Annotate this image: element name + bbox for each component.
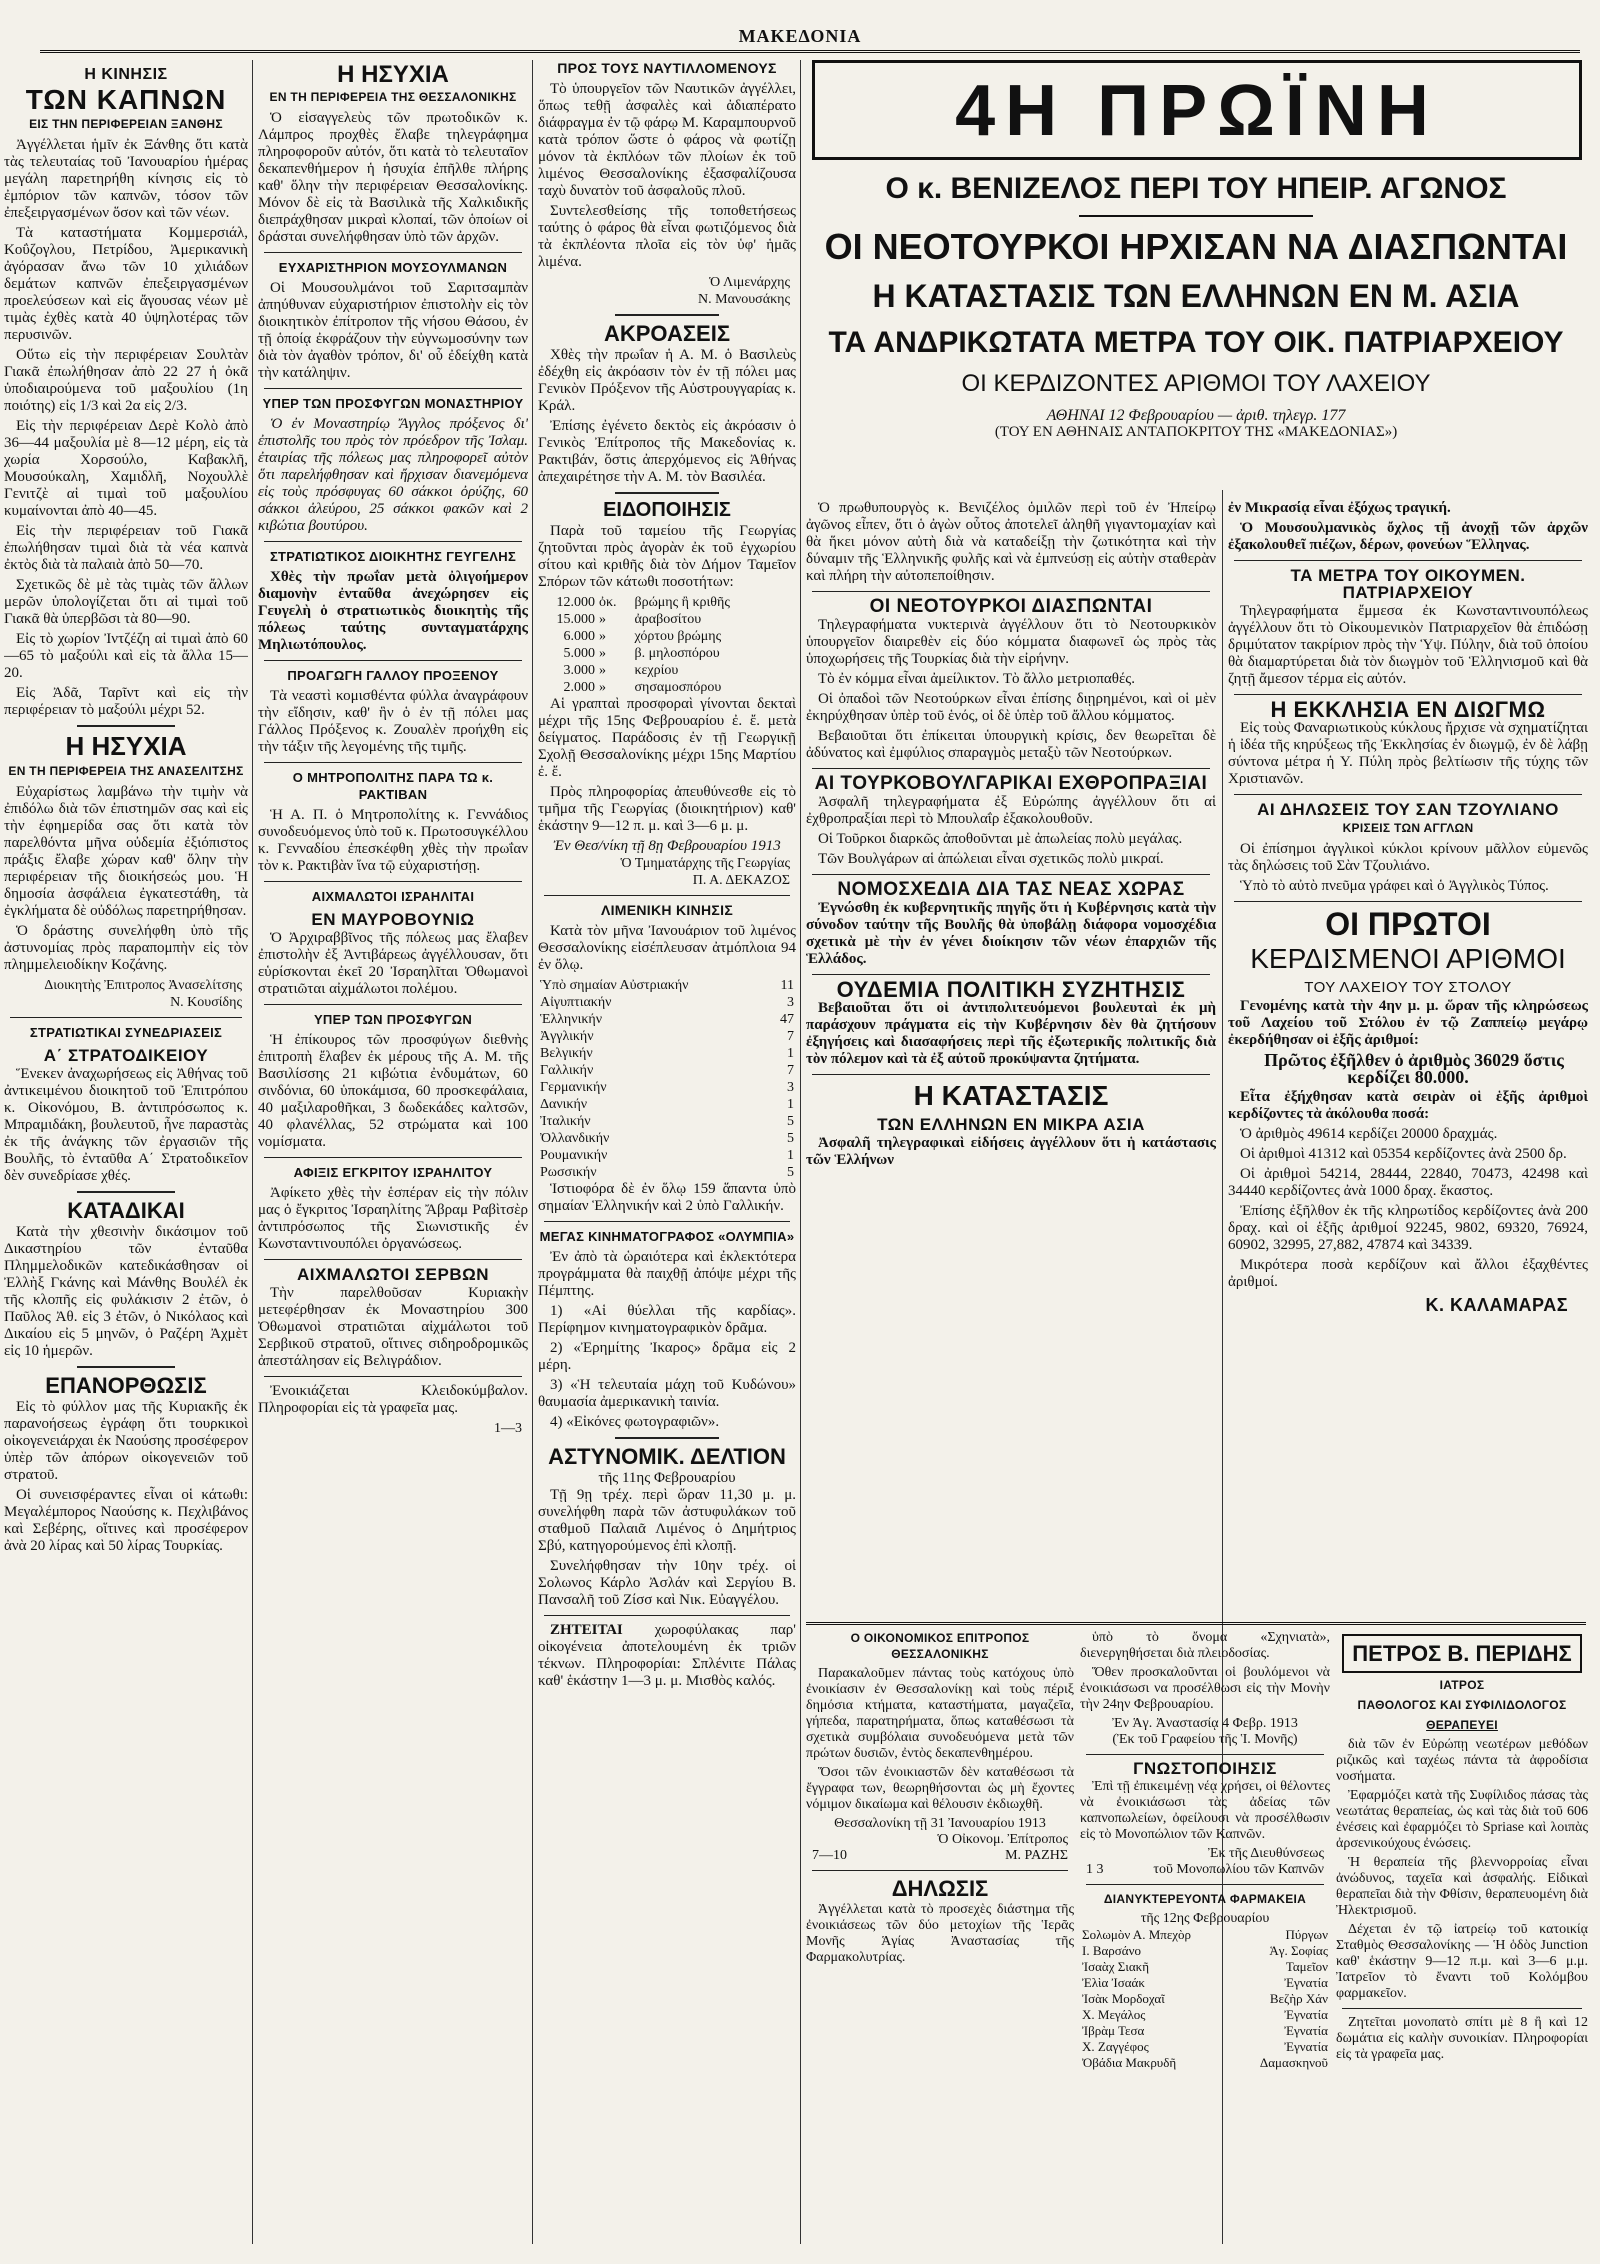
separator [264, 1259, 522, 1260]
table-row: Ἰσαὰχ Σιακῆ Ταμεῖον [1082, 1959, 1328, 1974]
headline-naftillomenous: ΠΡΟΣ ΤΟΥΣ ΝΑΥΤΙΛΛΟΜΕΝΟΥΣ [557, 60, 777, 76]
subheadline-thessaloniki: ΕΝ ΤΗ ΠΕΡΙΦΕΡΕΙΑ ΤΗΣ ΘΕΣΣΑΛΟΝΙΚΗΣ [269, 90, 517, 105]
notice-paragraph: Ὅσοι τῶν ἐνοικιαστῶν δὲν καταθέσωσι τὰ ἔγγραφα των, θεωρηθήσονται ὡς μὴ ἔχοντες νόμιμον δικαίωμα καὶ θέλουσιν ἐκδιωχθῆ. [806, 1765, 1074, 1812]
article-paragraph: Πρὸς πληροφορίας ἀπευθύνεσθε εἰς τὸ τμῆμα τῆς Γεωργίας (διοικητήριον) καθ' ἑκάστην 9—12 π. μ. καὶ 3—6 μ. μ. [538, 784, 796, 835]
table-row: Ὀλλανδικήν 5 [540, 1131, 794, 1147]
table-row: Ἑλληνικήν 47 [540, 1012, 794, 1028]
table-row: Χ. Μεγάλος Ἐγνατία [1082, 2007, 1328, 2022]
dateline: ΑΘΗΝΑΙ 12 Φεβρουαρίου — ἀριθ. τηλεγρ. 177 [1046, 407, 1346, 425]
column-2 [258, 60, 528, 2250]
separator [615, 314, 718, 316]
article-paragraph: Βεβαιοῦται ὅτι οἱ ἀντιπολιτευόμενοι βουλευταὶ ἐκ μὴ παράσχουν πράγματα εἰς τὴν Κυβέρνησιν δὲν θὰ ζητήσουν ἐξηγήσεις καὶ διασαφήσεις περὶ τῆς ἐξωτερικῆς πολιτικῆς διὰ τὸν πόλεμον καὶ τὰ ἐξ αὐτοῦ προκύψαντα ζητήματα. [806, 1000, 1216, 1067]
signature-title: Διοικητὴς Ἐπιτροπος Ἀνασελίτσης [44, 977, 242, 993]
table-row: 3.000 » κεχρίου [563, 663, 679, 679]
program-item: 2) «Ἐρημίτης Ἰκαρος» δρᾶμα εἰς 2 μέρη. [538, 1340, 796, 1374]
section-rule [806, 1622, 1586, 1625]
masthead-rule [40, 50, 1580, 53]
separator [615, 1437, 718, 1439]
banner-title: 4Η ΠΡΩΪΝΗ [955, 71, 1439, 151]
correspondent-line: (ΤΟΥ ΕΝ ΑΘΗΝΑΙΣ ΑΝΤΑΠΟΚΡΙΤΟΥ ΤΗΣ «ΜΑΚΕΔΟΝΙΑΣ») [994, 424, 1398, 441]
classified-ad [538, 1622, 796, 1690]
separator [1086, 1884, 1324, 1885]
notice-paragraph: Ὅθεν προσκαλοῦνται οἱ βουλόμενοι νὰ ἐνοικιάσωσι να προσέλθωσι εἰς τὴν Μονὴν τὴν 24ην Φεβρουαρίου. [1080, 1665, 1330, 1712]
notice-monastery [1080, 1630, 1330, 2250]
table-row: Ρωσσικήν 5 [540, 1165, 794, 1181]
ad-paragraph: Ἡ θεραπεία τῆς βλεννορροίας εἶναι ἀνώδυνος, ταχεῖα καὶ ἀσφαλής. Εἰδικαὶ θεραπεῖαι διὰ τὴν Φθίσιν, θεραπευομένη διὰ Ἠλεκτρισμοῦ. [1336, 1855, 1588, 1919]
table-row: Ἰσὰκ Μορδοχαῖ Βεζὴρ Χάν [1082, 1991, 1328, 2006]
headline-katastasis-ellinon: Η ΚΑΤΑΣΤΑΣΙΣ [913, 1080, 1109, 1111]
lead-headline-lacheio: ΟΙ ΚΕΡΔΙΖΟΝΤΕΣ ΑΡΙΘΜΟΙ ΤΟΥ ΛΑΧΕΙΟΥ [961, 369, 1431, 397]
headline-katadikai: ΚΑΤΑΔΙΚΑΙ [67, 1197, 185, 1223]
notice-oikonomikos [806, 1630, 1074, 2250]
pharmacy-table [1080, 1927, 1330, 2071]
table-row: Ἰταλικήν 5 [540, 1114, 794, 1130]
notice-paragraph: Ἀγγέλλεται κατὰ τὸ προσεχὲς διάστημα τῆς ἐνοικιάσεως τῶν δύο μετοχίων τῆς Ἱερᾶς Μονῆς Ἁγίας Ἀναστασίας τῆς Φαρμακολυτρίας. [806, 1902, 1074, 1966]
signature-name: Μ. ΡΑΖΗΣ [1005, 1848, 1068, 1863]
table-row: Γερμανικήν 3 [540, 1080, 794, 1096]
separator [264, 1157, 522, 1158]
separator [1342, 2008, 1582, 2009]
notice-paragraph: ὑπὸ τὸ ὄνομα «Σχηνιατὰ», διενεργηθήσεται διὰ πλειοδοσίας. [1080, 1630, 1330, 1661]
article-paragraph: Τῶν Βουλγάρων αἱ ἀπώλειαι εἶναι σχετικῶς πολὺ μικραί. [818, 851, 1164, 867]
article-paragraph: Ἡ ἐπίκουρος τῶν προσφύγων διεθνὴς ἐπιτροπὴ ἔλαβεν ἐκ μέρους τῆς Α. Μ. τῆς Βασιλίσσης 21 κιβώτια ἐνδυμάτων, 60 σινδόνια, 60 ὑποκάμισα, 60 προσκεφάλαια, 40 μαξιλαροθῆκαι, 3 δωδεκάδες καλτσῶν, 40 φλανέλλας, 52 στρώματα καὶ 100 νομίσματα. [258, 1032, 528, 1151]
table-row: 6.000 » χόρτου βρώμης [563, 629, 722, 645]
column-rule [800, 60, 801, 2244]
separator [1234, 901, 1582, 902]
signature-title: Ἐκ τῆς Διευθύνσεως [1208, 1846, 1324, 1861]
separator [264, 388, 522, 389]
table-row: Ἰβρὰμ Τεσα Ἐγνατία [1082, 2023, 1328, 2038]
headline-proagogi: ΠΡΟΑΓΩΓΗ ΓΑΛΛΟΥ ΠΡΟΞΕΝΟΥ [287, 668, 499, 684]
signature-name: τοῦ Μονοπωλίου τῶν Καπνῶν [1153, 1862, 1324, 1877]
article-paragraph: ἐν Μικρασίᾳ εἶναι ἐξόχως τραγική. [1228, 500, 1451, 516]
separator [264, 762, 522, 763]
article-paragraph: Ἀσφαλῆ τηλεγραφικαὶ εἰδήσεις ἀγγέλλουν ὅτι ἡ κατάστασις τῶν Ἑλλήνων [806, 1135, 1216, 1169]
dateline: Ἐν Θεσ/νίκη τῇ 8ῃ Φεβρουαρίου 1913 [553, 838, 781, 855]
ad-paragraph: Δέχεται ἐν τῷ ἰατρείῳ τοῦ κατοικίᾳ Σταθμὸς Θεσσαλονίκης — Ἡ ὁδὸς Junction καθ' ἑκάστην 9—12 π.μ. καὶ 3—6 μ.μ. Ἰατρεῖον τὸ ἔναντι τοῦ Κολόμβου φαρμακεῖον. [1336, 1922, 1588, 2002]
article-paragraph: Εἰς τὴν περιφέρειαν Δερὲ Κολὸ ἀπὸ 36—44 μαξουλία μὲ 8—12 μέρη, εἰς τὰ χωρία Χορσούλο, Καβακλῆ, Μουσούκαλη, Χαμιδλῆ, Νοχουλλὲ Γενιτζὲ αἱ τιμαὶ τοῦ μαξουλίου κυμαίνονται ἀπὸ 40—45. [4, 418, 248, 520]
ships-table [538, 977, 796, 1181]
headline-nomoschedia: ΝΟΜΟΣΧΕΔΙΑ ΔΙΑ ΤΑΣ ΝΕΑΣ ΧΩΡΑΣ [837, 879, 1185, 900]
doctor-therapy: ΘΕΡΑΠΕΥΕΙ [1426, 1718, 1498, 1733]
headline-mitropolitis: Ο ΜΗΤΡΟΠΟΛΙΤΗΣ ΠΑΡΑ ΤΩ κ. ΡΑΚΤΙΒΑΝ [292, 770, 494, 803]
lead-headline-venizelos: Ο κ. ΒΕΝΙΖΕΛΟΣ ΠΕΡΙ ΤΟΥ ΗΠΕΙΡ. ΑΓΩΝΟΣ [885, 172, 1507, 205]
headline-dilosis: ΔΗΛΩΣΙΣ [891, 1876, 989, 1901]
signature-row [806, 1848, 1074, 1864]
headline-limeniki: ΛΙΜΕΝΙΚΗ ΚΙΝΗΣΙΣ [600, 902, 734, 919]
article-paragraph: Σχετικῶς δὲ μὲ τὰς τιμὰς τῶν ἄλλων μερῶν ὑπολογίζεται ὅτι αἱ τιμαὶ τοῦ Γιακᾶ θὰ ὑπερβῶσι τὰ 80—90. [4, 577, 248, 628]
headline-mavrovounio: ΕΝ ΜΑΥΡΟΒΟΥΝΙΩ [311, 910, 475, 930]
subheadline-date: τῆς 12ης Φεβρουαρίου [1140, 1911, 1270, 1926]
article-paragraph: Συντελεσθείσης τῆς τοποθετήσεως ταύτης ὁ φάρος θὰ εἶναι φωτιζόμενος διὰ τὰ ἐκπλέοντα πλοῖα εἰς τὸν ὑφ' ἡμᾶς λιμένα. [538, 203, 796, 270]
article-paragraph: Ὁ Ἀρχιραββῖνος τῆς πόλεως μας ἔλαβεν ἐπιστολὴν ἐξ Ἀντιβάρεως ἀγγέλλουσαν, ὅτι εὑρίσκονται ἐκεῖ 20 Ἰσραηλῖται Ὀθωμανοὶ στρατιῶται αἰχμάλωτοι πολέμου. [258, 930, 528, 998]
headline-akroaseis: ΑΚΡΟΑΣΕΙΣ [603, 321, 731, 346]
separator [77, 1191, 175, 1193]
notice-paragraph: Παρακαλοῦμεν πάντας τοὺς κατόχους ὑπὸ ἐνοικίασιν ἐν Θεσσαλονίκῃ καὶ τοὺς πέριξ δημόσια κτήματα, καταστήματα, μαγαζεῖα, γήπεδα, παρατηρήματα, ὅπως καταθέσωσι τὰ σχετικὰ συμβόλαια συνοδευόμενα μετὰ τῶν πρώτων δυσιῶν, ἐντὸς δεκαπενθημέρου. [806, 1666, 1074, 1761]
ad-paragraph: διὰ τῶν ἐν Εὐρώπῃ νεωτέρων μεθόδων ριζικῶς καὶ ταχέως πάντα τὰ ἀφροδίσια νοσήματα. [1336, 1737, 1588, 1785]
headline-olympia: ΜΕΓΑΣ ΚΙΝΗΜΑΤΟΓΡΑΦΟΣ «ΟΛΥΜΠΙΑ» [539, 1229, 795, 1245]
article-paragraph: Εἶτα ἐξήχθησαν κατὰ σειρὰν οἱ ἑξῆς ἀριθμοὶ κερδίζοντες τὰ ἀκόλουθα ποσά: [1228, 1088, 1588, 1122]
subheadline-xanthi: ΕΙΣ ΤΗΝ ΠΕΡΙΦΕΡΕΙΑΝ ΞΑΝΘΗΣ [29, 117, 223, 132]
separator [1086, 1754, 1324, 1755]
article-paragraph: Οἱ ἐπίσημοι ἀγγλικοὶ κύκλοι κρίνουν μᾶλλον εὐμενῶς τὰς δηλώσεις τοῦ Σὰν Τζουλιάνο. [1228, 841, 1588, 874]
signature-name: Ν. Κουσίδης [170, 994, 242, 1010]
table-row: Σολωμὸν Α. Μπεχὸρ Πύργων [1082, 1927, 1328, 1942]
article-paragraph: Ἀσφαλῆ τηλεγραφήματα ἐξ Εὐρώπης ἀγγέλλουν ὅτι αἱ ἐχθροπραξίαι περὶ τὸ Μπουλαΐρ ἐξακολουθοῦν. [806, 794, 1216, 827]
signature-title: Ὁ Λιμενάρχης [709, 275, 790, 290]
separator [1234, 694, 1582, 695]
lead-headline-patriarcheio: ΤΑ ΑΝΔΡΙΚΩΤΑΤΑ ΜΕΤΡΑ ΤΟΥ ΟΙΚ. ΠΑΤΡΙΑΡΧΕΙΟΥ [828, 325, 1564, 359]
lead-headline-katastasis: Η ΚΑΤΑΣΤΑΣΙΣ ΤΩΝ ΕΛΛΗΝΩΝ ΕΝ Μ. ΑΣΙΑ [872, 277, 1520, 314]
table-row: Γαλλικήν 7 [540, 1063, 794, 1079]
table-row: Χ. Ζαγγέφος Ἐγνατία [1082, 2039, 1328, 2054]
headline-eucharistirion: ΕΥΧΑΡΙΣΤΗΡΙΟΝ ΜΟΥΣΟΥΛΜΑΝΩΝ [278, 260, 508, 276]
headline-echthropraxiai: ΑΙ ΤΟΥΡΚΟΒΟΥΛΓΑΡΙΚΑΙ ΕΧΘΡΟΠΡΑΞΙΑΙ [814, 773, 1208, 794]
headline-isychia-anaselitsa: Η ΗΣΥΧΙΑ [65, 731, 187, 762]
lottery-line: Ὁ ἀριθμὸς 49614 κερδίζει 20000 δραχμάς. [1240, 1125, 1498, 1142]
separator [812, 768, 1210, 769]
separator [1079, 215, 1313, 217]
classified-ad: Ἐνοικιάζεται Κλειδοκύμβαλον. Πληροφορίαι εἰς τὰ γραφεῖα μας. [258, 1383, 528, 1417]
table-row: 2.000 » σησαμοσπόρου [563, 680, 722, 696]
separator [812, 1870, 1068, 1871]
article-paragraph: Ὁ εἰσαγγελεὺς τῶν πρωτοδικῶν κ. Λάμπρος προχθὲς ἔλαβε τηλεγράφημα πληροφοροῦν αὐτόν, ὅτι κατὰ τὸ τελευταῖον δεκαπενθήμερον ἡ ἡσυχία ἐπῆλθε πλήρης καθ' ὅλην τὴν περιφέρειαν Θεσσαλονίκης. Μόνον δὲ εἰς τὰ Βασιλικὰ τῆς Χαλκιδικῆς διεπράχθησαν μικραὶ κλοπαί, τῶν ὁποίων οἱ δράσται συνελήφθησαν ὑπὸ τῶν ἀρχῶν. [258, 110, 528, 246]
notice-date: Θεσσαλονίκη τῇ 31 Ἰανουαρίου 1913 [834, 1816, 1046, 1831]
classified-heading: ΖΗΤΕΙΤΑΙ [550, 1622, 623, 1639]
headline-gnostopoiisis: ΓΝΩΣΤΟΠΟΙΗΣΙΣ [1133, 1759, 1277, 1778]
article-paragraph: Τηλεγραφήματα ἔμμεσα ἐκ Κωνσταντινουπόλεως ἀγγέλλουν ὅτι τὸ Οἰκουμενικὸν Πατριαρχεῖον θὰ ἐπιδώσῃ δριμύτατον τακρίριον πρὸς τὴν Ὑψ. Πύλην, διὰ τοῦ ὁποίου θὰ διαμαρτύρεται διὰ τὸν διωγμὸν τοῦ Ἑλληνισμοῦ καὶ θὰ ζητῇ ἄμεσον τέρμα εἰς αὐτόν. [1228, 603, 1588, 687]
article-paragraph: Κατὰ τὴν χθεσινὴν δικάσιμον τοῦ Δικαστηρίου τῶν ἐνταῦθα Πλημμελοδικῶν κατεδικάσθησαν οἱ Ἐλλὴξ Γκάνης καὶ Μάνθης Βουλέλ ἐκ τῆς κλοπῆς εἰς φυλάκισιν 2 ἐτῶν, ὁ Παῦλος Ἀθ. εἰς 3 ἐτῶν, ὁ Νικόλαος καὶ Δικαίου εἰς 5 μηνῶν, ὁ Ραζέρη Ἀχμὲτ εἰς 10 ἡμερῶν. [4, 1223, 248, 1359]
column-1 [4, 60, 248, 2250]
article-paragraph: Ἀγγέλλεται ἡμῖν ἐκ Ξάνθης ὅτι κατὰ τὰς τελευταίας τοῦ Ἰανουαρίου ἡμέρας μεγάλη παρετηρήθη κίνησις εἰς τὸ ἐμπόριον τῶν καπνῶν, τόσον τῶν ἐπεξειργασμένων ὅσον καὶ τῶν νέων. [4, 137, 248, 222]
program-item: 4) «Εἰκόνες φωτογραφιῶν». [550, 1414, 720, 1431]
article-paragraph: Οἱ συνεισφέραντες εἶναι οἱ κάτωθι: Μεγαλέμπορος Ναούσης κ. Πεχλιβάνος καὶ Σεβέρης, οἵτινες καὶ προσέφερον ἀνὰ 20 λίρας καὶ 50 λίρας Τουρκίας. [4, 1486, 248, 1554]
lottery-line: Μικρότερα ποσὰ κερδίζουν καὶ ἄλλοι ἐξαχθέντες ἀριθμοί. [1228, 1256, 1588, 1290]
notice-signature: (Ἐκ τοῦ Γραφείου τῆς Ἱ. Μονῆς) [1112, 1732, 1298, 1747]
classified-code: 1—3 [494, 1421, 522, 1437]
headline-astynomikon: ΑΣΤΥΝΟΜΙΚ. ΔΕΛΤΙΟΝ [548, 1444, 786, 1470]
article-paragraph: Τὴν παρελθοῦσαν Κυριακὴν μετεφέρθησαν ἐκ Μοναστηρίου 300 Ὀθωμανοὶ στρατιῶται αἰχμάλωτοι τοῦ Σερβικοῦ στρατοῦ, οἵτινες σιδηροδρομικῶς ἀπεστάλησαν εἰς Βελιγράδιον. [258, 1285, 528, 1370]
separator [77, 1366, 175, 1368]
table-row: 15.000 » ἀραβοσίτου [556, 612, 702, 628]
table-row: Αἰγυπτιακήν 3 [540, 995, 794, 1011]
article-paragraph: Ὁ δράστης συνελήφθη ὑπὸ τῆς ἀστυνομίας πρὸς παραπομπὴν εἰς τὸν πλημμελειοδίκην Κοζάνης. [4, 922, 248, 973]
column-rule [252, 60, 253, 2244]
lead-headline-neotourkoi: ΟΙ ΝΕΟΤΟΥΡΚΟΙ ΗΡΧΙΣΑΝ ΝΑ ΔΙΑΣΠΩΝΤΑΙ [824, 226, 1568, 267]
table-row: 12.000 ὀκ. βρώμης ἢ κριθῆς [556, 595, 730, 611]
table-row: Ὑπὸ σημαίαν Αὐστριακήν 11 [540, 978, 794, 994]
separator [615, 492, 718, 494]
headline-san-tzouliano: ΑΙ ΔΗΛΩΣΕΙΣ ΤΟΥ ΣΑΝ ΤΖΟΥΛΙΑΝΟ [1257, 800, 1559, 819]
table-row: Ρουμανικήν 1 [540, 1148, 794, 1164]
headline-isychia-thessaloniki: Η ΗΣΥΧΙΑ [337, 61, 449, 88]
separator [544, 1615, 790, 1616]
ad-doctor-header [1342, 1634, 1582, 1673]
ad-doctor [1336, 1630, 1588, 2250]
separator [544, 1221, 790, 1222]
headline-metra-patriarcheiou: ΤΑ ΜΕΤΡΑ ΤΟΥ ΟΙΚΟΥΜΕΝ. ΠΑΤΡΙΑΡΧΕΙΟΥ [1290, 566, 1526, 602]
column-3 [538, 60, 796, 2250]
article-paragraph: Ὁ ἐν Μοναστηρίῳ Ἄγγλος πρόξενος δι' ἐπιστολῆς του πρὸς τὸν πρόεδρον τῆς Ἰσλαμ. ἐταιρίας τῆς πόλεως μας πληροφορεῖ αὐτὸν ὅτι παρελήφθησαν καὶ ἤρχισαν διανεμόμενα εἰς τοὺς πρόσφυγας 60 σάκκοι ὀρύζης, 60 σάκκοι ἀλεύρου, 25 σάκκοι φακῶν καὶ 2 κιβώτια βουτύρου. [258, 416, 528, 535]
headline-kerdismenoi: ΚΕΡΔΙΣΜΕΝΟΙ ΑΡΙΘΜΟΙ [1250, 942, 1566, 974]
headline-eidopoiisis: ΕΙΔΟΠΟΙΗΣΙΣ [603, 499, 731, 522]
article-paragraph: Οἱ Τοῦρκοι διαρκῶς ἀποθοῦνται μὲ ἀπωλείας πολὺ μεγάλας. [818, 831, 1183, 847]
headline-protoi: ΟΙ ΠΡΩΤΟΙ [1325, 906, 1491, 942]
headline-farmakeia: ΔΙΑΝΥΚΤΕΡΕΥΟΝΤΑ ΦΑΡΜΑΚΕΙΑ [1103, 1892, 1307, 1906]
article-paragraph: Ὁ πρωθυπουργὸς κ. Βενιζέλος ὁμιλῶν περὶ τοῦ ἐν Ἠπείρῳ ἀγῶνος εἶπεν, ὅτι ὁ ἀγὼν οὗτος ἀποτελεῖ ἀληθῆ γιγαντομαχίαν καὶ θὰ ἥκει μόνον αὐτὴ διὰ νὰ καταδείξῃ τὴν ζωτικότητα καὶ τὴν δύναμιν τῆς Ἑλληνικῆς φυλῆς καὶ νὰ ἐμπνεύσῃ εἰς αὐτὴν σταθερὰν καὶ πλήρη τὴν αὐτοπεποίθησιν. [806, 500, 1216, 584]
column-4 [806, 500, 1216, 1600]
article-paragraph: Τηλεγραφήματα νυκτερινὰ ἀγγέλλουν ὅτι τὸ Νεοτουρκικὸν ὑπουργεῖον διαιρεθὲν εἰς δύο κόμματα διαφωνεῖ ὡς πρὸς τὰς ὑποχωρήσεις τῆς Τουρκίας διὰ τὴν εἰρήνην. [806, 617, 1216, 667]
lottery-first-prize: Πρῶτος ἐξῆλθεν ὁ ἀριθμὸς 36029 ὅστις κερδίζει 80.000. [1264, 1049, 1564, 1087]
subheadline-anaselitsa: ΕΝ ΤΗ ΠΕΡΙΦΕΡΕΙΑ ΤΗΣ ΑΝΑΣΕΛΙΤΣΗΣ [8, 763, 244, 778]
article-paragraph: Εὐχαρίστως λαμβάνω τὴν τιμὴν νὰ ἐπιδόλω διὰ τῶν ἐπιστημῶν σας καὶ εἰς τὴν ἐφημερίδα σας ὅτι κατὰ τὸν παρελθόντα μῆνα οὐδεμία ἐξιόπιστος πράξις ἔλαβε χώραν καθ' ὅλην τὴν περιφέρειαν τῆς διοικήσεώς μου. Ἡ δημοσία ἀσφάλεια ἐγκατεστάθη, τὰ ἐγκλήματα δὲ οὐδόλως παρετηρήθησαν. [4, 783, 248, 919]
table-row: Ὀβάδια Μακρυδῆ Δαμασκηνοῦ [1082, 2055, 1328, 2070]
banner-edition [812, 60, 1582, 160]
article-paragraph: Κατὰ τὸν μῆνα Ἰανουάριον τοῦ λιμένος Θεσσαλονίκης εἰσέπλευσαν ἀτμόπλοια 94 ἐν ὅλῳ. [538, 923, 796, 974]
notice-code: 1 3 [1086, 1862, 1104, 1877]
signature-name: Π. Α. ΔΕΚΑΖΟΣ [692, 873, 790, 889]
article-paragraph: Ἐν ἀπὸ τὰ ὡραιότερα καὶ ἐκλεκτότερα προγράμματα θὰ παιχθῇ ἀπόψε μέχρι τῆς Πέμπτης. [538, 1249, 796, 1300]
subheadline-stolou: ΤΟΥ ΛΑΧΕΙΟΥ ΤΟΥ ΣΤΟΛΟΥ [1304, 978, 1512, 996]
table-row: Βελγικήν 1 [540, 1046, 794, 1062]
doctor-name: ΠΕΤΡΟΣ Β. ΠΕΡΙΔΗΣ [1352, 1641, 1572, 1666]
article-paragraph: Τὸ ἐν κόμμα εἶναι ἀμείλικτον. Τὸ ἄλλο μετριοπαθές. [818, 671, 1135, 687]
article-paragraph: Αἱ γραπταὶ προσφοραὶ γίνονται δεκταὶ μέχρι τῆς 15ης Φεβρουαρίου ἐ. ἔ. μετὰ δείγματος. Παράδοσις ἐν τῇ Γεωργικῇ Σχολῇ Θεσσαλονίκης μέχρι 15ης Μαρτίου ἐ. ἔ. [538, 696, 796, 781]
classified-text: χωροφύλακας παρ' οἰκογένεια ἀποτελουμένη ἐκ τριῶν τέκνων. Πληροφορίαι: Σπλένιτε Πάλας καθ' ἑκάστην 1—3 μ. μ. Μισθὸς καλός. [538, 1622, 796, 1690]
separator [544, 895, 790, 896]
headline-prosfyges-monastiriou: ΥΠΕΡ ΤΩΝ ΠΡΟΣΦΥΓΩΝ ΜΟΝΑΣΤΗΡΙΟΥ [262, 396, 524, 412]
separator [264, 660, 522, 661]
headline-aichmalotoi-top: ΑΙΧΜΑΛΩΤΟΙ ΙΣΡΑΗΛΙΤΑΙ [311, 889, 475, 905]
article-paragraph: Ὁ Μουσουλμανικὸς ὄχλος τῇ ἀνοχῇ τῶν ἀρχῶν ἐξακολουθεῖ πιέζων, δέρων, φονεύων Ἕλληνας. [1228, 520, 1588, 553]
separator [812, 1074, 1210, 1075]
table-row: Δανικήν 1 [540, 1097, 794, 1113]
subheadline-date: τῆς 11ης Φεβρουαρίου [598, 1470, 736, 1487]
separator [10, 1017, 242, 1018]
headline-stratodikeia-top: ΣΤΡΑΤΙΩΤΙΚΑΙ ΣΥΝΕΔΡΙΑΣΕΙΣ [29, 1024, 223, 1040]
article-paragraph: Εἰς τὸ χωρίον Ἰντζέζη αἱ τιμαὶ ἀπὸ 60—65 τὸ μαξούλι καὶ εἰς τὰ ἄλλα 15—20. [4, 631, 248, 682]
signature-name: Κ. ΚΑΛΑΜΑΡΑΣ [1425, 1294, 1568, 1315]
notice-code: 7—10 [812, 1848, 847, 1863]
table-row: Ι. Βαρσάνο Ἁγ. Σοφίας [1082, 1943, 1328, 1958]
headline-ekklisia: Η ΕΚΚΛΗΣΙΑ ΕΝ ΔΙΩΓΜΩ [1270, 697, 1546, 722]
article-paragraph: Οἱ ὀπαδοὶ τῶν Νεοτούρκων εἶναι ἐπίσης διῃρημένοι, καὶ οἱ μὲν ἐκηρύχθησαν ὑπὲρ τοῦ ἑνός, οἱ δὲ ὑπὲρ τοῦ ἄλλου κόμματος. [806, 691, 1216, 724]
article-paragraph: Γενομένης κατὰ τὴν 4ην μ. μ. ὥραν τῆς κληρώσεως τοῦ Λαχείου τοῦ Στόλου ἐν τῷ Ζαππείῳ μεγάρῳ ἐκερδήθησαν οἱ ἑξῆς ἀριθμοί: [1228, 997, 1588, 1048]
notice-date: Ἐν Ἁγ. Ἀναστασίᾳ 4 Φεβρ. 1913 [1112, 1716, 1298, 1731]
article-paragraph: Ἀφίκετο χθὲς τὴν ἑσπέραν εἰς τὴν πόλιν μας ὁ ἔγκριτος Ἰσραηλίτης Ἄβραμ Ραβὶτσὲρ ἀντιπρόσωπος τῆς Σιωνιστικῆς ἐν Κωνσταντινουπόλει ὀργανώσεως. [258, 1185, 528, 1253]
article-paragraph: Τὰ νεαστὶ κομισθέντα φύλλα ἀναγράφουν τὴν εἴδησιν, καθ' ἣν ὁ ἐν τῇ πόλει μας Γάλλος Πρόξενος κ. Ζουαλὲν προήχθη εἰς τὴν τάξιν τῆς λεγομένης τῆς τιμῆς. [258, 688, 528, 756]
headline-epanorthosis: ΕΠΑΝΟΡΘΩΣΙΣ [45, 1372, 207, 1398]
headline-kinisis-top: Η ΚΙΝΗΣΙΣ [84, 66, 168, 83]
table-row: Ἀγγλικήν 7 [540, 1029, 794, 1045]
doctor-title: ΙΑΤΡΟΣ [1439, 1678, 1485, 1693]
subheadline-mikra-asia: ΤΩΝ ΕΛΛΗΝΩΝ ΕΝ ΜΙΚΡΑ ΑΣΙΑ [877, 1115, 1145, 1135]
article-paragraph: Ἐπίσης ἐγένετο δεκτὸς εἰς ἀκρόασιν ὁ Γενικὸς Ἐπίτροπος τῆς Μακεδονίας κ. Ρακτιβάν, ὅστις ἀπερχόμενος εἰς Ἀθήνας ἀπεχαιρέτησε τὴν Α. Μ. τὸν Βασιλέα. [538, 418, 796, 486]
table-row: 5.000 » β. μηλοσπόρου [563, 646, 720, 662]
article-paragraph: Παρὰ τοῦ ταμείου τῆς Γεωργίας ζητοῦνται πρὸς ἀγορὰν ἐκ τοῦ ἐγχωρίου σίτου καὶ κριθῆς διὰ τὸν Δήμον Ταμεῖον Σπόρων τῶν κάτωθι ποσοτήτων: [538, 523, 796, 591]
headline-oikonomikos: Ο ΟΙΚΟΝΟΜΙΚΟΣ ΕΠΙΤΡΟΠΟΣ ΘΕΣΣΑΛΟΝΙΚΗΣ [850, 1631, 1030, 1661]
article-paragraph: Εἰς τὸ φύλλον μας τῆς Κυριακῆς ἐκ παρανοήσεως ἐγράφη ὅτι τουρκικοὶ οἰκογενειάρχαι ἐκ Ναούσης προσέφερον ὑπὲρ τῶν ἀπόρων οἰκογενειῶν τοῦ στρατοῦ. [4, 1398, 248, 1483]
article-paragraph: Εἰς τοὺς Φαναριωτικοὺς κύκλους ἤρχισε νὰ σχηματίζηται ἡ ἰδέα τῆς κηρύξεως τῆς Ἐκκλησίας ἐν διωγμῷ, ἐν δὲ λάβῃ σύντονα μέτρα ἡ Υ. Πύλη πρὸς βελτίωσιν τῆς τύχης τῶν Χριστιανῶν. [1228, 720, 1588, 787]
separator [264, 881, 522, 882]
signature-title: Ὁ Τμηματάρχης τῆς Γεωργίας [620, 856, 790, 872]
seed-table [538, 594, 796, 696]
article-paragraph: Τῇ 9ῃ τρέχ. περὶ ὥραν 11,30 μ. μ. συνελήφθη παρὰ τῶν ἀστυφυλάκων τοῦ σταθμοῦ Παλαιᾶ Λιμένος ὁ Δημήτριος Σβύ, κατηγορούμενος ἐπὶ κλοπῇ. [538, 1487, 796, 1555]
masthead [0, 0, 1600, 58]
headline-yper-prosfygon: ΥΠΕΡ ΤΩΝ ΠΡΟΣΦΥΓΩΝ [313, 1012, 473, 1028]
lottery-line: Οἱ ἀριθμοὶ 41312 καὶ 05354 κερδίζοντες ἀνὰ 2500 δρ. [1240, 1145, 1567, 1162]
classified-ad: Ζητεῖται μονοπατὸ σπίτι μὲ 8 ἢ καὶ 12 δωμάτια εἰς καλὴν συνοικίαν. Πληροφορίαι εἰς τὰ γραφεῖα μας. [1336, 2015, 1588, 2063]
headline-neotourkoi-diaspontai: ΟΙ ΝΕΟΤΟΥΡΚΟΙ ΔΙΑΣΠΩΝΤΑΙ [869, 596, 1153, 617]
separator [812, 591, 1210, 592]
headline-stratodikeiou: Α΄ ΣΤΡΑΤΟΔΙΚΕΙΟΥ [43, 1045, 209, 1065]
signature-title: Ὁ Οἰκονομ. Ἐπίτροπος [937, 1832, 1068, 1847]
doctor-specialty: ΠΑΘΟΛΟΓΟΣ ΚΑΙ ΣΥΦΙΛΙΔΟΛΟΓΟΣ [1357, 1698, 1567, 1713]
program-item: 3) «Ἡ τελευταία μάχη τοῦ Κυδώνου» θαυμασία ἀμερικανικὴ ταινία. [538, 1377, 796, 1411]
article-paragraph: Χθὲς τὴν πρωΐαν μετὰ ὀλιγοήμερον διαμονὴν ἐνταῦθα ἀνεχώρησεν εἰς Γευγελὴ ὁ στρατιωτικὸς διοικητὴς τῆς πόλεως ταύτης συνταγματάρχης Μηλιωτόπουλος. [258, 569, 528, 654]
separator [264, 1376, 522, 1377]
separator [1234, 560, 1582, 561]
article-paragraph: Ὑπὸ τὸ αὐτὸ πνεῦμα γράφει καὶ ὁ Ἀγγλικὸς Τύπος. [1240, 878, 1549, 894]
signature-row [1080, 1862, 1330, 1878]
article-paragraph: Συνελήφθησαν τὴν 10ην τρέχ. οἱ Σολωνος Κάρλο Ἀσλάν καὶ Σεργίου Β. Πανσαλῆ τοῦ Ζίσσ καὶ Νικ. Εὐαγγέλου. [538, 1558, 796, 1609]
article-paragraph: Ἱστιοφόρα δὲ ἐν ὅλῳ 159 ἅπαντα ὑπὸ σημαίαν Ἑλληνικήν καὶ 2 ὑπὸ Γαλλικήν. [538, 1181, 796, 1215]
article-paragraph: Ἕνεκεν ἀναχωρήσεως εἰς Ἀθήνας τοῦ ἀντικειμένου διοικητοῦ τοῦ Ἐπιτρόπου κ. Οἰκονόμου, Β. ἀντιπρόσωπος κ. Μπραμιδάκη, βουλευτοῦ, ἦνε παραστὰς ἐκ τῆς ἀνάγκης τῶν ἐργασιῶν τῆς Βουλῆς, τὸ ἐνταῦθα Α΄ Στρατοδικεῖον δὲν συνεδρίασε χθές. [4, 1065, 248, 1184]
article-paragraph: Τὰ καταστήματα Κομμερσιάλ, Κοΰζογλου, Πετρίδου, Ἀμερικανικὴ ἀγόρασαν ἄνω τῶν 10 χιλιάδων δεμάτων καπνῶν ἐπεξειργασμένων προελεύσεων καὶ εἰς ἄγουσας νέων μὲ τιμὰς ἐχθὲς κατὰ 40 ὑψηλοτέρας τῶν περυσινῶν. [4, 225, 248, 344]
article-paragraph: Οὕτω εἰς τὴν περιφέρειαν Σουλτὰν Γιακᾶ ἐπωλήθησαν ἀπὸ 22 27 ἡ ὀκᾶ ὑποδιαιρούμενα τοῦ μαξουλίου (1η ποιότης) εἰς 1/3 καὶ 2α εἰς 2/3. [4, 347, 248, 415]
program-item: 1) «Αἱ θύελλαι τῆς καρδίας». Περίφημον κινηματογραφικὸν δρᾶμα. [538, 1303, 796, 1337]
column-rule [532, 60, 533, 2244]
article-paragraph: Βεβαιοῦται ὅτι ἐπίκειται ὑπουργικὴ κρίσις, δεν θεωρεῖται δὲ ἀδύνατος καὶ ἐμφύλιος σπαραγμὸς μεταξὺ τῶν Νεοτούρκων. [806, 728, 1216, 761]
table-row: Ἐλὶα Ἰσαάκ Ἐγνατία [1082, 1975, 1328, 1990]
notice-paragraph: Ἐπὶ τῇ ἐπικειμένῃ νέᾳ χρήσει, οἱ θέλοντες νὰ ἐνοικιάσωσι τὰς ἀδείας τῶν καπνοπωλείων, ὀφείλουσι νὰ προσέλθωσιν εἰς τὸ Μονοπώλιον τῶν Καπνῶν. [1080, 1779, 1330, 1842]
separator [264, 541, 522, 542]
separator [77, 725, 175, 727]
separator [264, 252, 522, 253]
article-paragraph: Εἰς τὴν περιφέρειαν τοῦ Γιακᾶ ἐπωλήθησαν τιμαὶ διὰ τὰ νέα καπνὰ ἐκτὸς διὰ τὰ παλαιὰ ἀπὸ 50—70. [4, 523, 248, 574]
subheadline-krisis: ΚΡΙΣΕΙΣ ΤΩΝ ΑΓΓΛΩΝ [1342, 821, 1474, 835]
separator [1234, 794, 1582, 795]
lottery-line: Ἐπίσης ἐξῆλθον ἐκ τῆς κληρωτίδος κερδίζοντες ἀνὰ 200 δραχ. καὶ οἱ ἑξῆς ἀριθμοί 92245, 9802, 69320, 76924, 60902, 32995, 27,882, 47874 καὶ 34339. [1228, 1202, 1588, 1253]
headline-afixis: ΑΦΙΞΙΣ ΕΓΚΡΙΤΟΥ ΙΣΡΑΗΛΙΤΟΥ [293, 1165, 493, 1181]
separator [264, 1004, 522, 1005]
headline-kinisis: ΤΩΝ ΚΑΠΝΩΝ [25, 84, 227, 115]
column-5 [1228, 500, 1588, 1620]
separator [812, 974, 1210, 975]
article-paragraph: Εἰς Ἀδᾶ, Ταρῖντ καὶ εἰς τὴν περιφέρειαν τὸ μαξούλι μέχρι 52. [4, 685, 248, 719]
lead-headlines [806, 166, 1586, 496]
headline-oudemia-syzitisis: ΟΥΔΕΜΙΑ ΠΟΛΙΤΙΚΗ ΣΥΖΗΤΗΣΙΣ [836, 977, 1186, 1002]
article-paragraph: Τὸ ὑπουργεῖον τῶν Ναυτικῶν ἀγγέλλει, ὅπως τεθῇ ἀσφαλὲς καὶ ἀδιαπέρατο διάφραγμα ἐν τῷ φάρῳ Μ. Καραμπουρνοῦ κατὰ τρόπον ὥστε ὁ φάρος νὰ φωτίζῃ μόνον τὰ ἐκπλόων τῶν πλοίων ἐκ τοῦ λιμένος Θεσσαλονίκης ἐξασφαλίζουσα ταχὺ δυνατὸν τοῦ ἀσφαλοῦς πλοῦ. [538, 81, 796, 199]
headline-aichmalotoi-servon: ΑΙΧΜΑΛΩΤΟΙ ΣΕΡΒΩΝ [296, 1265, 490, 1285]
article-paragraph: Χθὲς τὴν πρωΐαν ἡ Α. Μ. ὁ Βασιλεὺς ἐδέχθη εἰς ἀκρόασιν τὸν ἐν τῇ πόλει μας Γενικὸν Πρόξενον τῆς Αὐστρουγγαρίας κ. Κράλ. [538, 347, 796, 415]
article-paragraph: Ἡ Α. Π. ὁ Μητροπολίτης κ. Γεννάδιος συνοδευόμενος ὑπὸ τοῦ κ. Πρωτοσυγκέλλου κ. Γενναδίου ἐπεσκέφθη χθὲς τὴν πρωΐαν τὸν κ. Ρακτιβὰν ἵνα τῷ εὐχαριστήσῃ. [258, 807, 528, 875]
article-paragraph: Οἱ Μουσουλμάνοι τοῦ Σαριτσαμπὰν ἀπηύθυναν εὐχαριστήριον ἐπιστολὴν εἰς τὸν διοικητικὸν ἐπίτροπον τῆς νήσου Θάσου, ἐν τῇ ὁποίᾳ ἐκφράζουν τὴν εὐγνωμοσύνην των διὰ τὸν ἀγαθὸν τρόπον, δι' οὗ ἐδείχθη κατὰ τὴν κατάληψιν. [258, 280, 528, 382]
lottery-line: Οἱ ἀριθμοὶ 54214, 28444, 22840, 70473, 42498 καὶ 34440 κερδίζοντες ἀνὰ 1000 δραχ. ἕκαστος. [1228, 1165, 1588, 1199]
separator [812, 874, 1210, 875]
signature-name: Ν. Μανουσάκης [698, 292, 790, 307]
article-paragraph: Ἐγνώσθη ἐκ κυβερνητικῆς πηγῆς ὅτι ἡ Κυβέρνησις κατὰ τὴν σύνοδον ταύτην τῆς Βουλῆς θὰ ὑποβάλῃ διάφορα νομοσχέδια σχετικὰ μὲ τὴν ἐν γένει διοίκησιν τῶν νέων ἐπαρχιῶν τῆς Ἑλλάδος. [806, 900, 1216, 967]
ad-paragraph: Ἐφαρμόζει κατὰ τῆς Συφίλιδος πάσας τὰς νεωτάτας θεραπείας, ὡς καὶ τὰς διὰ τοῦ 606 ἐνέσεις καὶ ἐφαρμόζει τὸ Spriase καὶ λοιπὰς ἀρσενικούχους ἐνώσεις. [1336, 1788, 1588, 1852]
masthead-title: ΜΑΚΕΔΟΝΙΑ [738, 26, 862, 46]
headline-gevgeli: ΣΤΡΑΤΙΩΤΙΚΟΣ ΔΙΟΙΚΗΤΗΣ ΓΕΥΓΕΛΗΣ [269, 549, 517, 565]
